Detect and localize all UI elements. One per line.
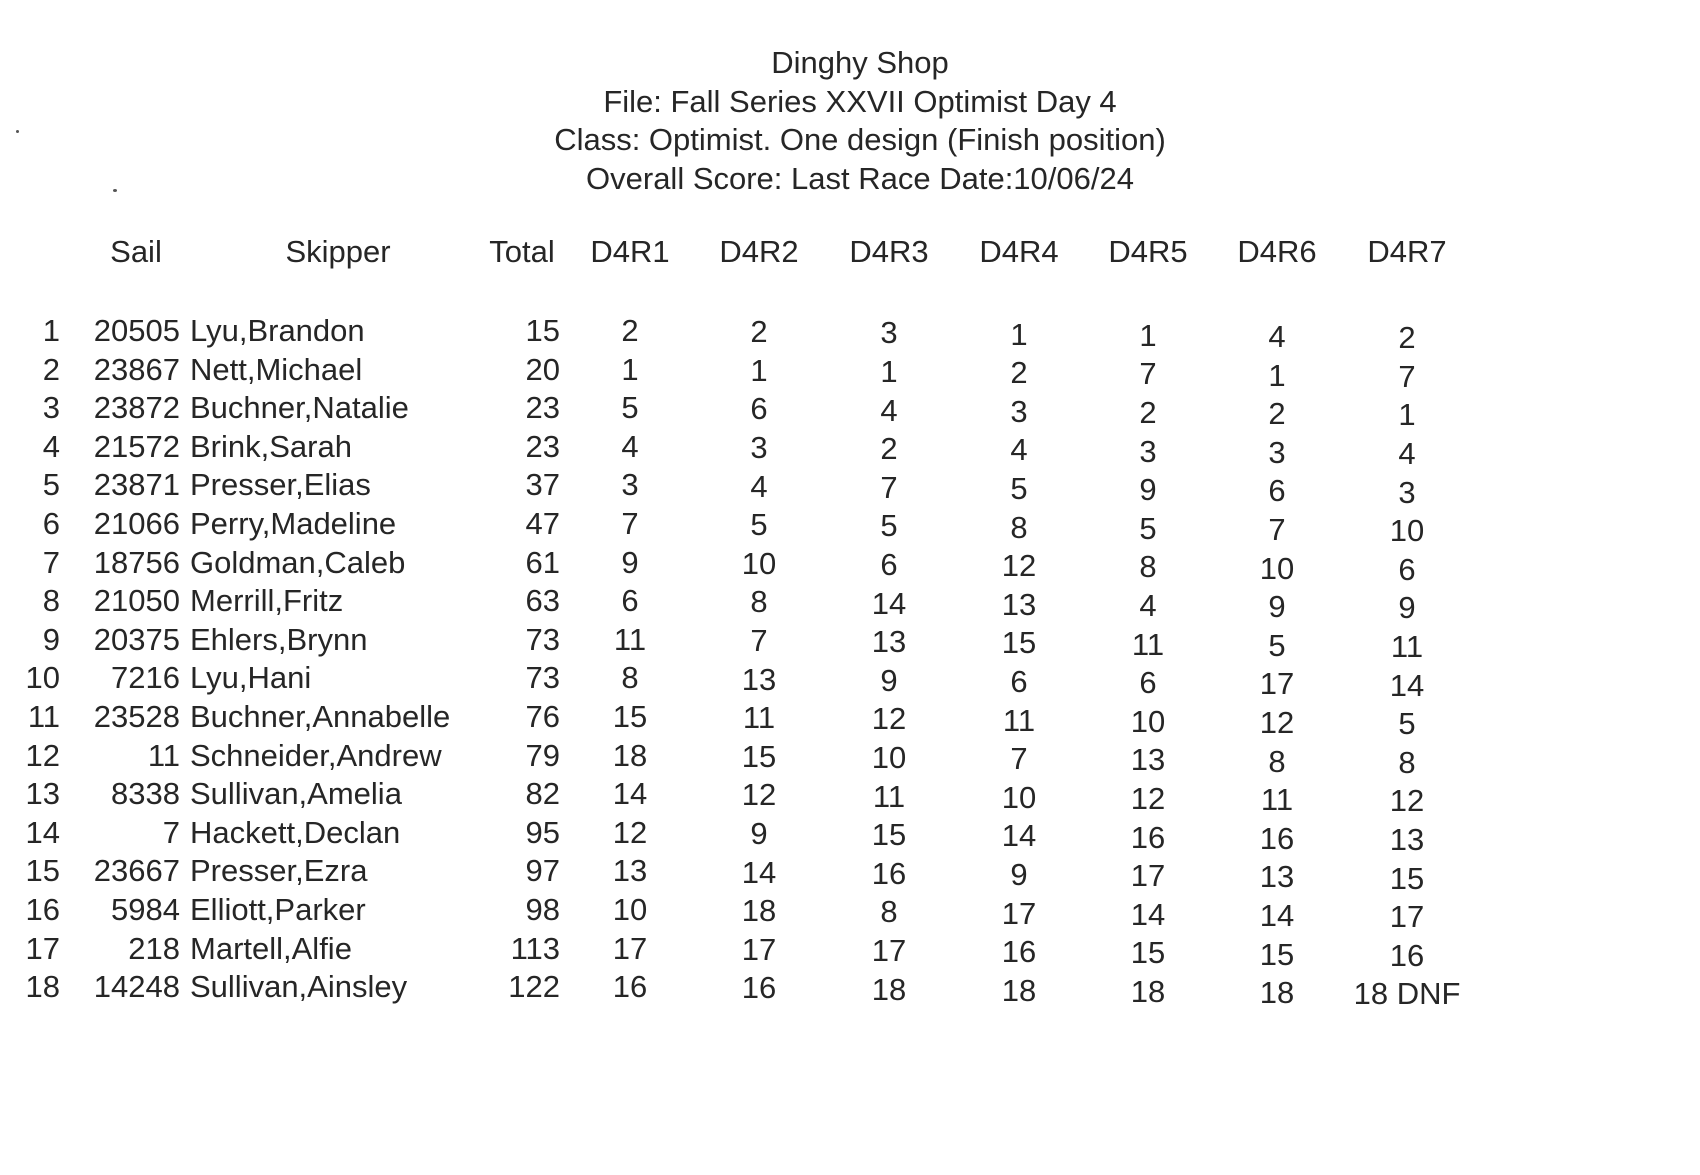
race-5-cell: 18 [1130,973,1166,1009]
table-row [0,814,1700,857]
sail-number-cell: 11 [147,737,180,773]
race-4-cell: 8 [1010,509,1028,545]
race-5-cell: 12 [1130,780,1166,816]
race-6-cell: 2 [1268,396,1286,432]
total-cell: 79 [525,737,560,773]
race-6-cell: 17 [1259,666,1295,702]
race-5-cell: 17 [1130,858,1166,894]
race-4-cell: 16 [1001,934,1037,970]
race-1-cell: 6 [621,583,639,619]
total-cell: 98 [525,892,560,927]
skipper-cell: Martell,Alfie [190,930,352,966]
race-2-cell: 14 [741,854,777,890]
place-cell: 17 [25,930,60,966]
race-7-cell: 10 [1389,513,1425,549]
place-cell: 16 [25,892,60,927]
race-7-cell: 8 [1398,744,1416,780]
sail-number-cell: 21050 [93,583,180,619]
race-7-cell: 18 DNF [1353,976,1461,1012]
race-6-cell: 7 [1268,512,1286,547]
skipper-cell: Nett,Michael [190,351,363,387]
report-header [0,44,1700,198]
total-cell: 23 [525,390,560,426]
column-header-race-6: D4R6 [1237,234,1317,269]
race-4-cell: 5 [1010,470,1028,506]
race-6-cell: 6 [1268,473,1286,509]
race-7-cell: 17 [1389,899,1425,935]
race-2-cell: 4 [750,468,768,504]
race-7-cell: 9 [1398,590,1416,626]
skipper-cell: Presser,Ezra [190,853,368,889]
table-row [0,428,1700,471]
race-2-cell: 11 [742,700,776,736]
place-cell: 18 [25,969,60,1005]
column-header-race-5: D4R5 [1108,234,1188,269]
race-5-cell: 6 [1139,665,1157,701]
race-4-cell: 17 [1001,895,1037,931]
scan-speck [16,130,19,133]
place-cell: 14 [25,814,60,850]
race-7-cell: 4 [1398,435,1416,471]
place-cell: 4 [42,428,60,464]
race-1-cell: 15 [612,699,648,734]
sail-number-cell: 23872 [93,390,180,426]
column-header-race-3: D4R3 [849,234,929,269]
race-1-cell: 1 [621,351,639,387]
race-7-cell: 14 [1389,667,1425,703]
place-cell: 1 [42,313,60,348]
skipper-cell: Presser,Elias [190,467,371,503]
sail-number-cell: 21066 [93,506,180,541]
race-5-cell: 11 [1131,626,1165,662]
place-cell: 13 [25,776,60,812]
class-line: Class: Optimist. One design (Finish position) [554,122,1166,157]
race-5-cell: 14 [1130,896,1166,932]
sail-number-cell: 23871 [93,467,180,503]
skipper-cell: Schneider,Andrew [190,737,442,773]
total-cell: 23 [525,428,560,464]
race-5-cell: 15 [1130,935,1166,971]
race-4-cell: 13 [1001,586,1037,622]
sail-number-cell: 18756 [93,544,180,580]
race-2-cell: 13 [741,661,777,697]
overall-score-line: Overall Score: Last Race Date:10/06/24 [586,160,1134,196]
total-cell: 20 [525,351,560,387]
skipper-cell: Brink,Sarah [190,428,352,464]
table-row [0,660,1700,703]
race-4-cell: 14 [1001,818,1037,854]
race-7-cell: 2 [1398,320,1416,356]
skipper-cell: Perry,Madeline [190,506,397,541]
race-4-cell: 3 [1010,393,1028,429]
skipper-cell: Merrill,Fritz [190,583,344,619]
race-6-cell: 8 [1268,743,1286,779]
race-7-cell: 16 [1389,937,1425,973]
race-3-cell: 8 [880,894,898,930]
race-1-cell: 11 [613,621,647,657]
race-5-cell: 9 [1139,472,1157,508]
race-6-cell: 10 [1259,550,1295,586]
race-7-cell: 1 [1398,397,1416,433]
race-2-cell: 7 [750,622,768,658]
race-4-cell: 2 [1010,355,1028,391]
race-3-cell: 3 [880,315,898,351]
race-4-cell: 6 [1010,663,1028,699]
skipper-cell: Elliott,Parker [190,892,366,927]
race-3-cell: 15 [871,817,907,853]
total-cell: 73 [525,621,560,657]
race-1-cell: 9 [621,544,639,580]
race-1-cell: 5 [621,390,639,426]
race-5-cell: 13 [1130,742,1166,778]
race-1-cell: 10 [612,892,648,927]
place-cell: 8 [42,583,60,619]
race-5-cell: 16 [1130,819,1166,855]
sail-number-cell: 23867 [93,351,180,387]
total-cell: 122 [508,969,560,1005]
table-row [0,621,1700,664]
race-3-cell: 17 [871,932,907,968]
total-cell: 97 [525,853,560,889]
race-5-cell: 8 [1139,549,1157,585]
file-name-line: File: Fall Series XXVII Optimist Day 4 [603,83,1117,119]
total-cell: 113 [510,930,560,966]
sail-number-cell: 218 [128,930,180,966]
race-2-cell: 5 [750,507,768,543]
place-cell: 3 [42,390,60,426]
race-3-cell: 16 [871,855,907,891]
table-row [0,737,1700,780]
place-cell: 2 [42,351,60,387]
race-6-cell: 12 [1259,705,1295,740]
race-1-cell: 13 [612,853,648,889]
race-7-cell: 12 [1389,783,1425,819]
race-2-cell: 2 [750,314,768,350]
skipper-cell: Buchner,Natalie [190,390,409,426]
race-2-cell: 6 [750,391,768,427]
race-4-cell: 15 [1001,625,1037,661]
organization-name: Dinghy Shop [771,45,949,80]
race-6-cell: 3 [1268,434,1286,470]
column-header-race-4: D4R4 [979,234,1059,269]
race-2-cell: 15 [741,738,777,774]
table-row [0,583,1700,626]
table-row [0,313,1700,356]
skipper-cell: Lyu,Hani [190,660,312,696]
total-cell: 73 [525,660,560,696]
race-3-cell: 11 [872,778,906,814]
place-cell: 15 [25,853,60,889]
race-1-cell: 8 [621,660,639,696]
table-row [0,892,1700,935]
race-1-cell: 17 [612,930,648,966]
scan-speck [113,189,117,192]
race-4-cell: 18 [1001,972,1037,1008]
race-5-cell: 5 [1139,510,1157,546]
total-cell: 47 [525,506,560,541]
place-cell: 9 [42,621,60,657]
table-row [0,776,1700,819]
race-1-cell: 16 [612,969,648,1005]
race-1-cell: 18 [612,737,648,773]
column-header-race-1: D4R1 [590,234,670,269]
total-cell: 63 [525,583,560,619]
table-row [0,506,1700,549]
column-header-race-7: D4R7 [1367,234,1447,269]
race-7-cell: 7 [1398,358,1416,394]
race-7-cell: 13 [1389,821,1425,857]
race-6-cell: 5 [1268,627,1286,663]
race-6-cell: 4 [1268,319,1286,354]
race-5-cell: 4 [1139,587,1157,623]
race-6-cell: 18 [1259,975,1295,1011]
race-4-cell: 10 [1001,779,1037,815]
skipper-cell: Hackett,Declan [190,814,401,850]
total-cell: 37 [525,467,560,503]
sail-number-cell: 21572 [93,428,180,464]
race-2-cell: 10 [741,545,777,581]
sail-number-cell: 8338 [111,776,180,812]
skipper-cell: Lyu,Brandon [190,313,365,348]
race-3-cell: 9 [880,662,898,698]
race-2-cell: 8 [750,584,768,620]
total-cell: 95 [525,814,560,850]
race-2-cell: 12 [741,777,777,813]
table-row [0,969,1700,1012]
total-cell: 82 [525,776,560,812]
race-6-cell: 9 [1268,589,1286,625]
race-3-cell: 5 [880,508,898,544]
total-cell: 76 [525,699,560,734]
race-6-cell: 15 [1259,936,1295,972]
place-cell: 6 [42,506,60,541]
column-header-sail: Sail [110,234,162,269]
table-row [0,699,1700,742]
race-1-cell: 2 [621,313,639,348]
race-5-cell: 10 [1130,703,1166,739]
race-7-cell: 6 [1398,551,1416,587]
race-3-cell: 12 [871,701,907,737]
race-6-cell: 1 [1268,357,1286,393]
race-1-cell: 4 [621,428,639,464]
race-6-cell: 13 [1259,859,1295,895]
race-2-cell: 3 [750,429,768,465]
skipper-cell: Sullivan,Amelia [190,776,402,812]
sail-number-cell: 20375 [93,621,180,657]
race-3-cell: 10 [871,739,907,775]
sail-number-cell: 7 [162,814,180,850]
race-5-cell: 7 [1139,356,1157,392]
race-2-cell: 9 [750,815,768,851]
race-4-cell: 12 [1001,548,1037,584]
race-3-cell: 6 [880,546,898,582]
race-4-cell: 4 [1010,432,1028,468]
race-2-cell: 18 [741,893,777,929]
total-cell: 15 [525,313,560,348]
place-cell: 11 [27,699,60,734]
place-cell: 10 [25,660,60,696]
total-cell: 61 [525,544,560,580]
table-row [0,390,1700,433]
table-row [0,930,1700,973]
race-4-cell: 1 [1010,316,1028,352]
sail-number-cell: 14248 [93,969,180,1005]
race-3-cell: 13 [871,624,907,660]
skipper-cell: Buchner,Annabelle [190,699,451,734]
place-cell: 12 [25,737,60,773]
race-6-cell: 11 [1260,782,1294,818]
race-2-cell: 17 [741,931,777,967]
race-7-cell: 11 [1390,628,1424,664]
race-6-cell: 16 [1259,820,1295,856]
race-5-cell: 2 [1139,394,1157,430]
table-row [0,853,1700,896]
skipper-cell: Ehlers,Brynn [190,621,368,657]
column-header-skipper: Skipper [285,234,391,269]
race-3-cell: 7 [880,469,898,505]
race-7-cell: 15 [1389,860,1425,896]
race-1-cell: 3 [621,467,639,503]
race-4-cell: 11 [1002,702,1036,738]
sail-number-cell: 20505 [93,313,180,348]
race-7-cell: 3 [1398,474,1416,510]
column-header-race-2: D4R2 [719,234,799,269]
race-3-cell: 2 [880,431,898,467]
sail-number-cell: 7216 [111,660,180,696]
race-3-cell: 14 [871,585,907,621]
table-row [0,467,1700,510]
place-cell: 5 [42,467,60,503]
race-2-cell: 1 [750,352,768,388]
race-5-cell: 1 [1139,317,1157,353]
race-4-cell: 9 [1010,856,1028,892]
race-1-cell: 14 [612,776,648,812]
place-cell: 7 [42,544,60,580]
race-3-cell: 1 [880,353,898,389]
race-3-cell: 18 [871,971,907,1007]
race-1-cell: 12 [612,814,648,850]
race-7-cell: 5 [1398,706,1416,742]
sail-number-cell: 23528 [93,699,180,734]
race-4-cell: 7 [1010,741,1028,777]
sail-number-cell: 23667 [93,853,180,889]
race-5-cell: 3 [1139,433,1157,469]
table-row [0,544,1700,587]
skipper-cell: Goldman,Caleb [190,544,406,580]
race-2-cell: 16 [741,970,777,1006]
skipper-cell: Sullivan,Ainsley [190,969,408,1005]
race-3-cell: 4 [880,392,898,428]
race-1-cell: 7 [621,506,639,541]
sail-number-cell: 5984 [111,892,180,927]
table-row [0,351,1700,394]
race-6-cell: 14 [1259,898,1295,933]
column-header-total: Total [489,234,555,269]
